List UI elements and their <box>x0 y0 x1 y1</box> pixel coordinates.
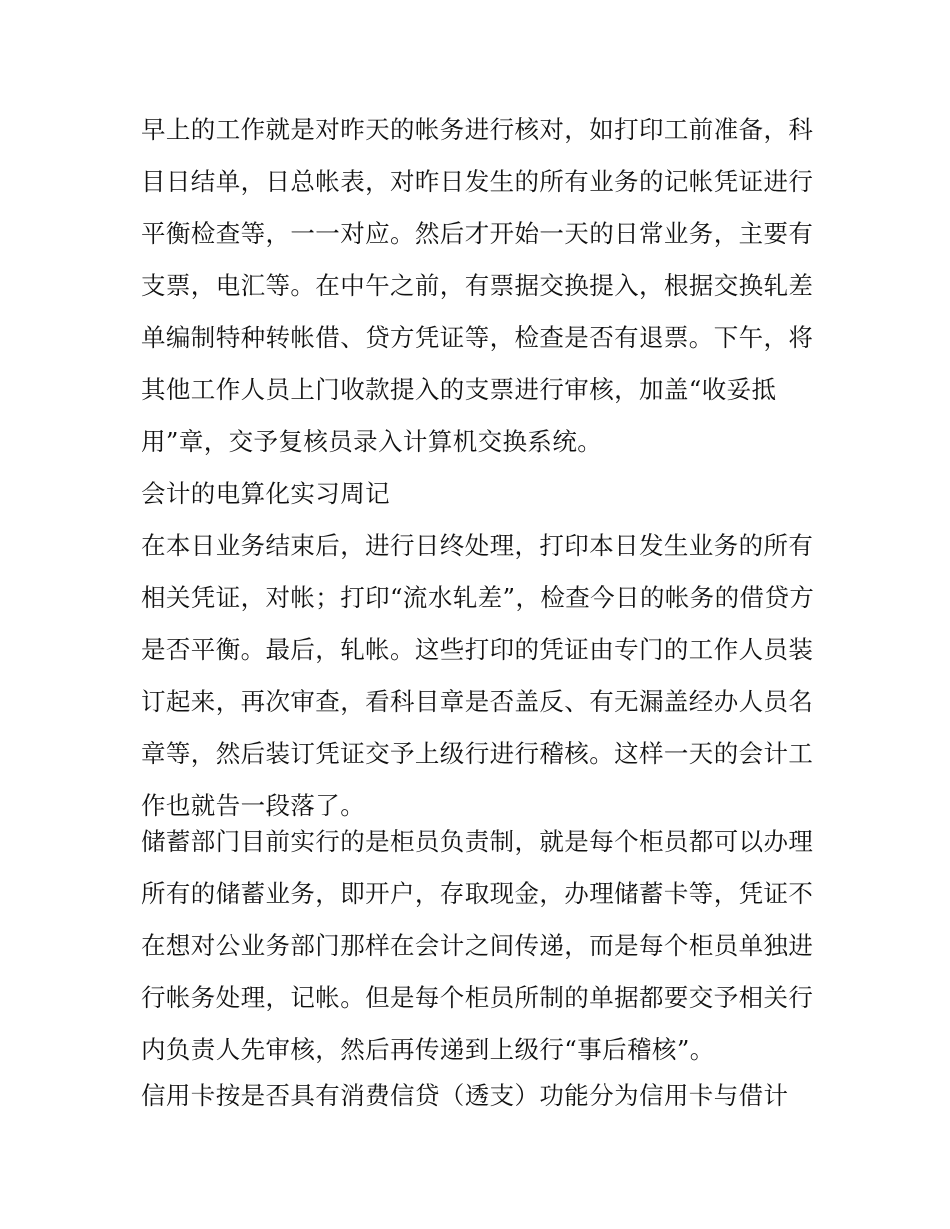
paragraph-line: 信用卡按是否具有消费信贷（透支）功能分为信用卡与借计 <box>141 1081 789 1110</box>
paragraph-line: 早上的工作就是对昨天的帐务进行核对，如打印工前准备，科 <box>141 115 814 144</box>
paragraph-line: 内负责人先审核，然后再传递到上级行“事后稽核”。 <box>141 1035 715 1064</box>
paragraph-line: 所有的储蓄业务，即开户，存取现金，办理储蓄卡等，凭证不 <box>141 879 814 908</box>
paragraph-line: 作也就告一段落了。 <box>141 791 366 820</box>
paragraph-credit-cards <box>141 1070 821 1122</box>
paragraph-line: 其他工作人员上门收款提入的支票进行审核，加盖“收妥抵 <box>141 375 777 404</box>
paragraph-line: 单编制特种转帐借、贷方凭证等，检查是否有退票。下午，将 <box>141 323 814 352</box>
heading-line: 会计的电算化实习周记 <box>141 479 390 508</box>
section-heading <box>141 468 821 520</box>
paragraph-line: 行帐务处理，记帐。但是每个柜员所制的单据都要交予相关行 <box>141 983 814 1012</box>
paragraph-line: 章等，然后装订凭证交予上级行进行稽核。这样一天的会计工 <box>141 739 814 768</box>
paragraph-line: 订起来，再次审查，看科目章是否盖反、有无漏盖经办人员名 <box>141 687 814 716</box>
paragraph-end-of-day-processing <box>141 520 821 832</box>
paragraph-line: 用”章，交予复核员录入计算机交换系统。 <box>141 427 603 456</box>
paragraph-line: 目日结单，日总帐表，对昨日发生的所有业务的记帐凭证进行 <box>141 167 814 196</box>
paragraph-line: 平衡检查等，一一对应。然后才开始一天的日常业务，主要有 <box>141 219 814 248</box>
paragraph-line: 在想对公业务部门那样在会计之间传递，而是每个柜员单独进 <box>141 931 814 960</box>
paragraph-line: 支票，电汇等。在中午之前，有票据交换提入，根据交换轧差 <box>141 271 814 300</box>
paragraph-line: 储蓄部门目前实行的是柜员负责制，就是每个柜员都可以办理 <box>141 827 814 856</box>
paragraph-line: 相关凭证，对帐；打印“流水轧差”，检查今日的帐务的借贷方 <box>141 583 815 612</box>
paragraph-savings-department <box>141 816 821 1076</box>
paragraph-line: 是否平衡。最后，轧帐。这些打印的凭证由专门的工作人员装 <box>141 635 814 664</box>
paragraph-line: 在本日业务结束后，进行日终处理，打印本日发生业务的所有 <box>141 531 814 560</box>
paragraph-daily-accounting-routine <box>141 104 821 468</box>
